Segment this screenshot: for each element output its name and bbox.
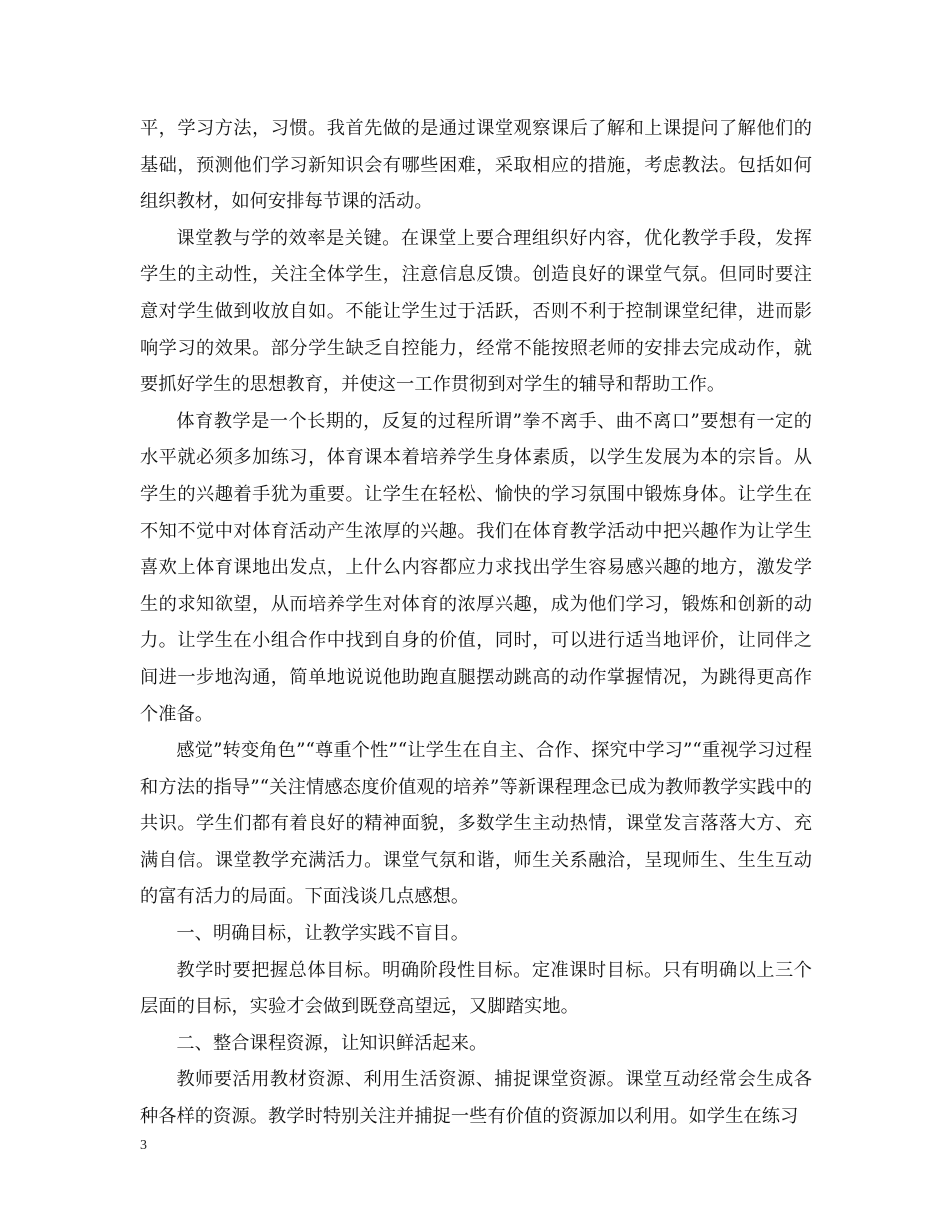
paragraph-new-curriculum: 感觉”转变角色”“尊重个性”“让学生在自主、合作、探究中学习”“重视学习过程和方法的指导”“关注情感态度价值观的培养”等新课程理念已成为教师教学实践中的共识。学生们都有着良好的精神面貌，多数学生主动热情，课堂发言落落大方、充满自信。课堂教学充满活力。课堂气氛和谐，师生关系融洽，呈现师生、生生互动的富有活力的局面。下面浅谈几点感想。 — [140, 740, 812, 908]
section-heading-goals: 一、明确目标，让教学实践不盲目。 — [176, 923, 469, 945]
paragraph-resources: 教师要活用教材资源、利用生活资源、捕捉课堂资源。课堂互动经常会生成各种各样的资源。教学时特别关注并捕捉一些有价值的资源加以利用。如学生在练习 — [140, 1069, 812, 1128]
paragraph-classroom-efficiency: 课堂教与学的效率是关键。在课堂上要合理组织好内容，优化教学手段，发挥学生的主动性，关注全体学生，注意信息反馈。创造良好的课堂气氛。但同时要注意对学生做到收放自如。不能让学生过于活跃，否则不利于控制课堂纪律，进而影响学习的效果。部分学生缺乏自控能力，经常不能按照老师的安排去完成动作，就要抓好学生的思想教育，并使这一工作贯彻到对学生的辅导和帮助工作。 — [140, 227, 812, 396]
section-heading-resources: 二、整合课程资源，让知识鲜活起来。 — [176, 1032, 488, 1054]
paragraph-pe-teaching: 体育教学是一个长期的，反复的过程所谓”拳不离手、曲不离口”要想有一定的水平就必须多加练习，体育课本着培养学生身体素质，以学生发展为本的宗旨。从学生的兴趣着手犹为重要。让学生在轻松、愉快的学习氛围中锻炼身体。让学生在不知不觉中对体育活动产生浓厚的兴趣。我们在体育教学活动中把兴趣作为让学生喜欢上体育课地出发点，上什么内容都应力求找出学生容易感兴趣的地方，激发学生的求知欲望，从而培养学生对体育的浓厚兴趣，成为他们学习，锻炼和创新的动力。让学生在小组合作中找到自身的价值，同时，可以进行适当地评价，让同伴之间进一步地沟通，简单地说说他助跑直腿摆动跳高的动作掌握情况，为跳得更高作个准备。 — [140, 410, 812, 725]
paragraph-goals: 教学时要把握总体目标。明确阶段性目标。定准课时目标。只有明确以上三个层面的目标，实验才会做到既登高望远，又脚踏实地。 — [140, 959, 812, 1018]
page-number: 3 — [140, 1138, 147, 1153]
document-body — [140, 111, 812, 1136]
paragraph-continuation: 平，学习方法，习惯。我首先做的是通过课堂观察课后了解和上课提问了解他们的基础，预测他们学习新知识会有哪些困难，采取相应的措施，考虑教法。包括如何组织教材，如何安排每节课的活动。 — [140, 118, 812, 213]
